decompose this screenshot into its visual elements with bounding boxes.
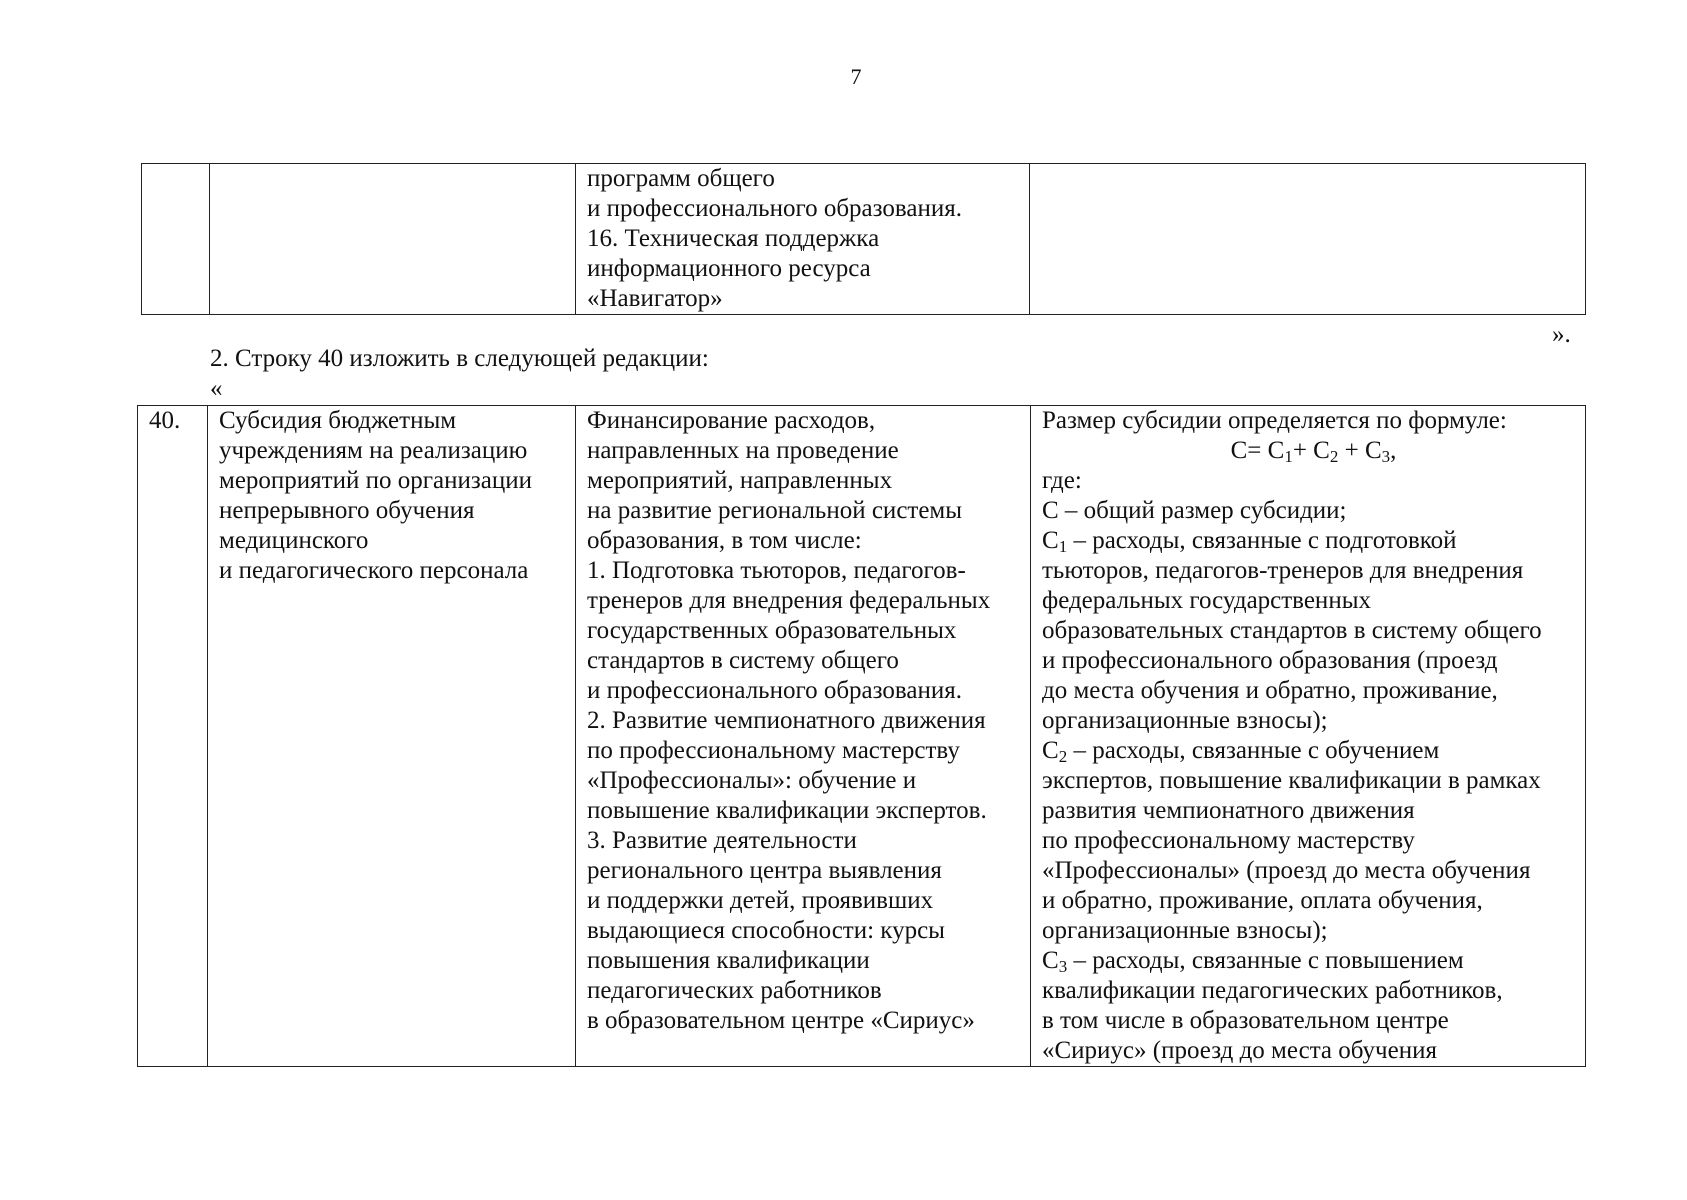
event-name-cell <box>210 164 576 315</box>
text-line: 1. Подготовка тьюторов, педагогов- <box>587 557 966 584</box>
text-line: Субсидия бюджетным <box>219 407 457 434</box>
row-number-cell: 40. <box>138 406 208 1067</box>
text-line: образовательных стандартов в систему общего <box>1042 617 1542 644</box>
text-line: Финансирование расходов, <box>587 407 876 434</box>
text-line: «Профессионалы» (проезд до места обучения <box>1042 857 1531 884</box>
text-line: в том числе в образовательном центре <box>1042 1007 1449 1034</box>
text-line: регионального центра выявления <box>587 857 942 884</box>
text-line: информационного ресурса <box>587 255 871 282</box>
formula-cell <box>1031 406 1586 1067</box>
continued-table <box>141 163 1586 315</box>
text-line: по профессиональному мастерству <box>1042 827 1415 854</box>
text-line: и профессионального образования (проезд <box>1042 647 1498 674</box>
text-line: педагогических работников <box>587 977 882 1004</box>
text-line: 16. Техническая поддержка <box>587 225 880 252</box>
text-line: «Навигатор» <box>587 285 723 312</box>
page-number: 7 <box>850 64 862 89</box>
row-number-cell <box>142 164 210 315</box>
text-line: до места обучения и обратно, проживание, <box>1042 677 1498 704</box>
table-row <box>138 406 1586 1067</box>
opening-quote: « <box>210 375 223 402</box>
text-line: непрерывного обучения <box>219 497 475 524</box>
text-line: мероприятий, направленных <box>587 467 893 494</box>
closing-quote: ». <box>1552 321 1571 348</box>
formula-c-definition: С – общий размер субсидии; <box>1042 497 1347 524</box>
text-line: по профессиональному мастерству <box>587 737 960 764</box>
text-line: и профессионального образования. <box>587 195 962 222</box>
text-line: выдающиеся способности: курсы <box>587 917 945 944</box>
instruction-paragraph: 2. Строку 40 изложить в следующей редакции: <box>210 345 709 372</box>
text-line: «Сириус» (проезд до места обучения <box>1042 1037 1437 1064</box>
text-line: организационные взносы); <box>1042 707 1328 734</box>
text-line: организационные взносы); <box>1042 917 1328 944</box>
formula-intro: Размер субсидии определяется по формуле: <box>1042 407 1507 434</box>
text-line: стандартов в систему общего <box>587 647 899 674</box>
text-line: повышение квалификации экспертов. <box>587 797 987 824</box>
text-line: тренеров для внедрения федеральных <box>587 587 991 614</box>
text-line: развития чемпионатного движения <box>1042 797 1415 824</box>
text-line: квалификации педагогических работников, <box>1042 977 1503 1004</box>
text-line: и обратно, проживание, оплата обучения, <box>1042 887 1483 914</box>
text-line: повышения квалификации <box>587 947 870 974</box>
text-line: мероприятий по организации <box>219 467 532 494</box>
text-line: 3. Развитие деятельности <box>587 827 857 854</box>
text-line: тьюторов, педагогов-тренеров для внедрения <box>1042 557 1524 584</box>
text-line: федеральных государственных <box>1042 587 1371 614</box>
formula-where: где: <box>1042 467 1082 494</box>
text-line: программ общего <box>587 165 775 192</box>
formula-c1-definition: $С_1$ – расходы, связанные с подготовкой <box>1042 527 1457 556</box>
text-line: экспертов, повышение квалификации в рамках <box>1042 767 1541 794</box>
text-line: образования, в том числе: <box>587 527 862 554</box>
event-name-cell <box>208 406 576 1067</box>
text-line: медицинского <box>219 527 369 554</box>
text-line: и профессионального образования. <box>587 677 962 704</box>
text-line: 2. Развитие чемпионатного движения <box>587 707 986 734</box>
description-cell <box>576 164 1030 315</box>
text-line: и педагогического персонала <box>219 557 529 584</box>
table-row <box>142 164 1586 315</box>
formula-cell <box>1030 164 1586 315</box>
row-40-table <box>137 405 1586 1067</box>
text-line: в образовательном центре «Сириус» <box>587 1007 975 1034</box>
formula-c3-definition: $С_3$ – расходы, связанные с повышением <box>1042 947 1464 976</box>
text-line: на развитие региональной системы <box>587 497 963 524</box>
formula-c2-definition: $С_2$ – расходы, связанные с обучением <box>1042 737 1440 766</box>
text-line: «Профессионалы»: обучение и <box>587 767 917 794</box>
formula-equation: $С= С_1+ С_2 + С_3$, <box>1230 437 1397 466</box>
text-line: государственных образовательных <box>587 617 957 644</box>
text-line: направленных на проведение <box>587 437 899 464</box>
text-line: учреждениям на реализацию <box>219 437 528 464</box>
description-cell <box>576 406 1031 1067</box>
text-line: и поддержки детей, проявивших <box>587 887 934 914</box>
